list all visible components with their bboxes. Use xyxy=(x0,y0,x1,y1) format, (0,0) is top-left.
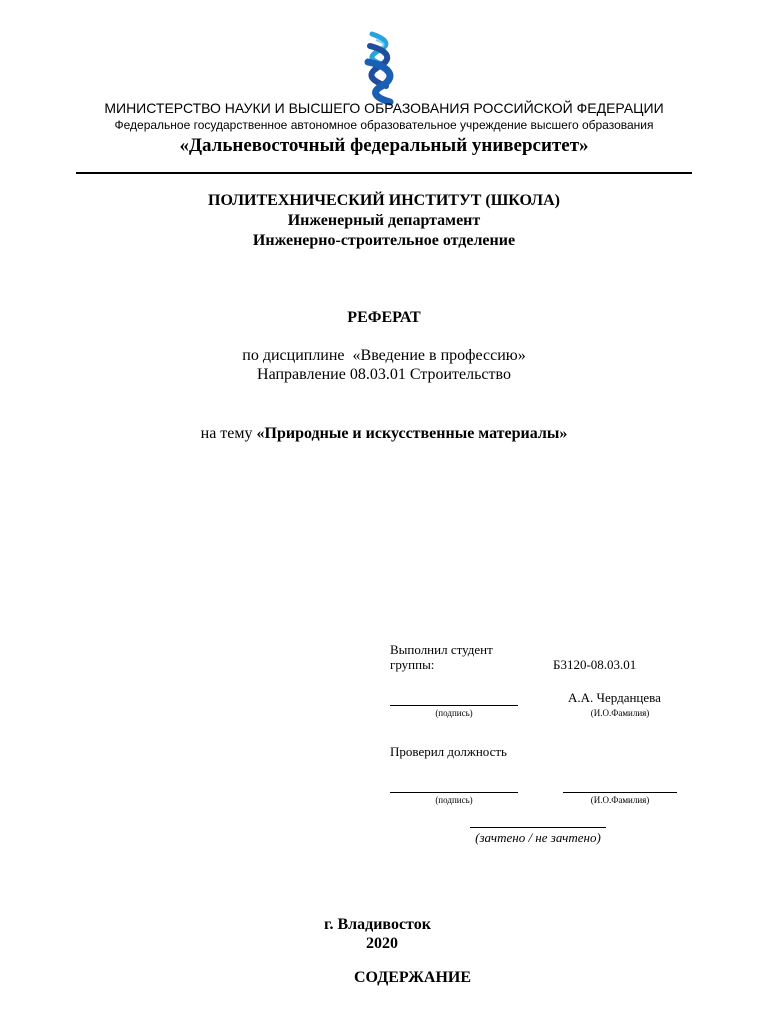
topic-title: «Природные и искусственные материалы» xyxy=(256,425,568,442)
topic-line xyxy=(0,425,768,443)
checker-label: Проверил должность xyxy=(390,744,507,759)
discipline-line xyxy=(0,347,768,365)
checker-signature-line xyxy=(390,792,518,793)
discipline-name: «Введение в профессию» xyxy=(352,347,526,364)
topic-prefix: на тему xyxy=(200,425,253,442)
document-type: РЕФЕРАТ xyxy=(347,309,421,326)
student-name-caption: (И.О.Фамилия) xyxy=(590,708,650,718)
student-name: А.А. Черданцева xyxy=(568,690,661,705)
checker-signature-caption: (подпись) xyxy=(435,795,473,805)
checker-name-caption: (И.О.Фамилия) xyxy=(590,795,650,805)
discipline-prefix: по дисциплине xyxy=(242,347,345,364)
group-label: группы: xyxy=(390,657,435,672)
city: г. Владивосток xyxy=(324,916,431,933)
student-signature-caption: (подпись) xyxy=(435,708,473,718)
division-name: Инженерно-строительное отделение xyxy=(252,232,516,249)
student-label: Выполнил студент xyxy=(390,642,493,657)
university-name: «Дальневосточный федеральный университет» xyxy=(179,135,589,156)
grade-caption: (зачтено / не зачтено) xyxy=(475,830,601,845)
contents-heading: СОДЕРЖАНИЕ xyxy=(354,969,472,986)
department-name: Инженерный департамент xyxy=(287,212,481,229)
university-logo-icon xyxy=(358,30,404,106)
institute-name: ПОЛИТЕХНИЧЕСКИЙ ИНСТИТУТ (ШКОЛА) xyxy=(208,192,560,209)
ministry-title: МИНИСТЕРСТВО НАУКИ И ВЫСШЕГО ОБРАЗОВАНИЯ РОССИЙСКОЙ ФЕДЕРАЦИИ xyxy=(104,100,664,116)
institution-type: Федеральное государственное автономное образовательное учреждение высшего образования xyxy=(114,118,654,132)
grade-line xyxy=(470,827,606,828)
year: 2020 xyxy=(366,935,398,952)
student-signature-line xyxy=(390,705,518,706)
header-divider xyxy=(76,172,692,174)
checker-name-line xyxy=(563,792,677,793)
direction-line: Направление 08.03.01 Строительство xyxy=(257,366,511,383)
group-number: Б3120-08.03.01 xyxy=(553,657,637,672)
